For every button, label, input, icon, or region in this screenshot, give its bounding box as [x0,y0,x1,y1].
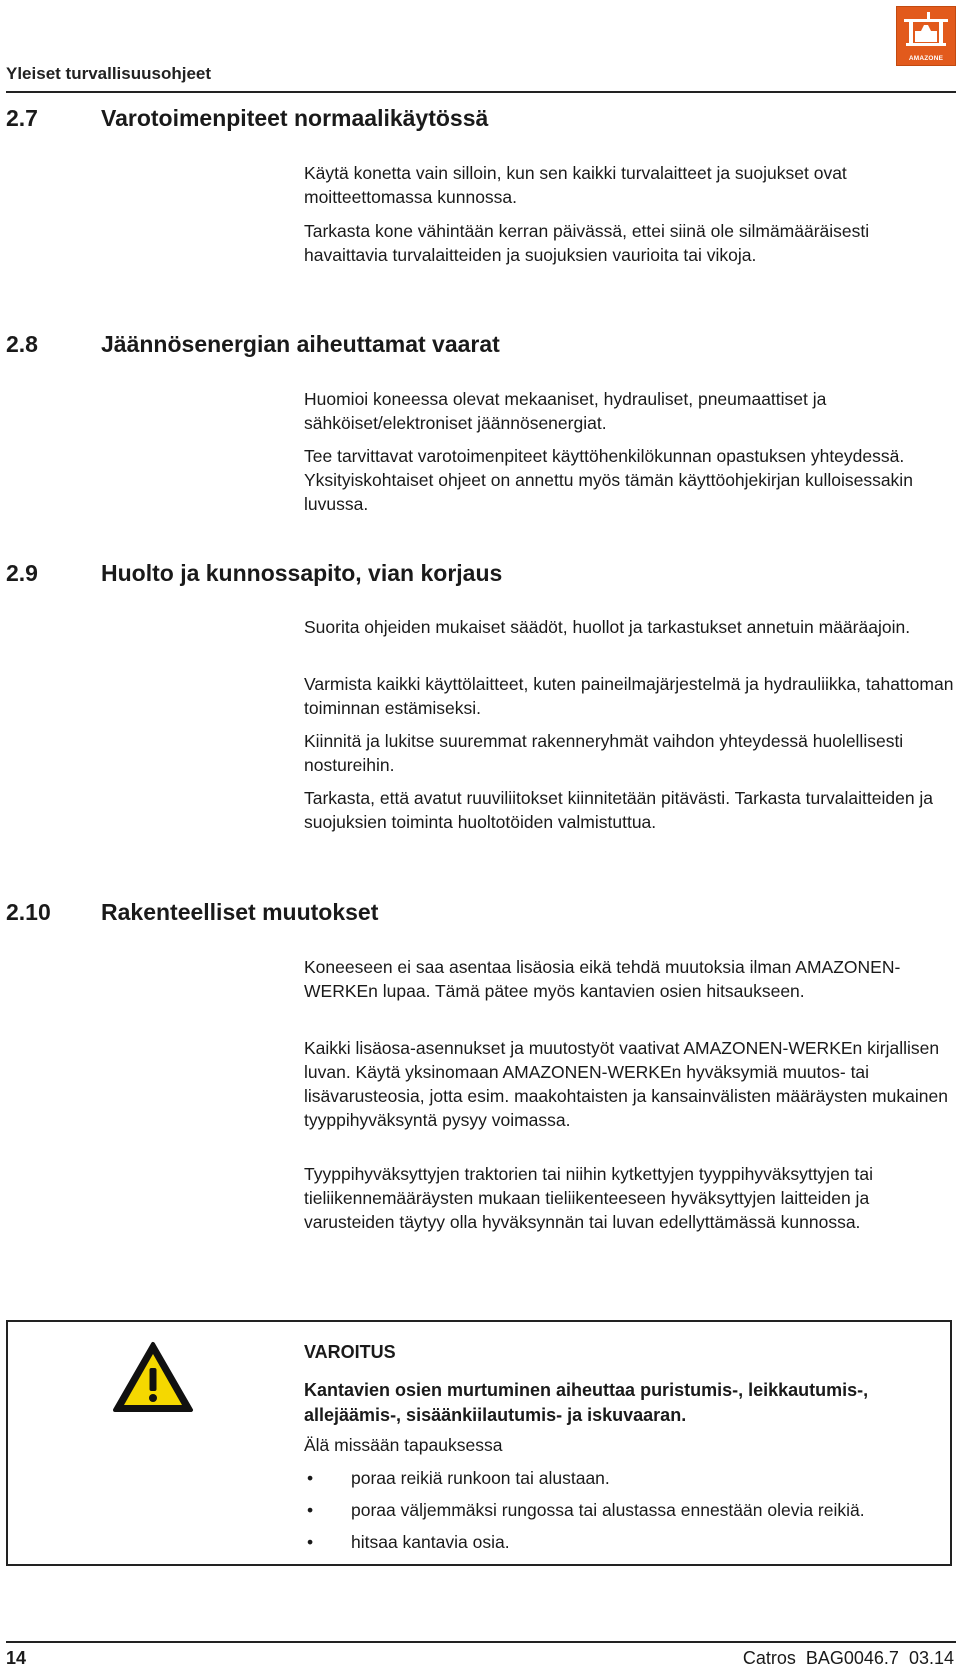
paragraph: Tyyppihyväksyttyjen traktorien tai niihin kytkettyjen tyyppihyväksyttyjen tai tieliikennemääräysten mukaan tieliikenteeseen hyväksyttyjen laitteiden ja varusteiden täytyy olla hyväksynnän tai luvan edellyttämässä kunnossa. [304,1164,873,1232]
logo-text: AMAZONE [908,55,944,62]
warning-title: VAROITUS [304,1342,396,1362]
warning-description: Kantavien osien murtuminen aiheuttaa puristumis-, leikkautumis-, allejäämis-, sisäänkiilautumis- ja iskuvaaran. [304,1380,869,1425]
header-title: Yleiset turvallisuusohjeet [6,64,212,83]
header-divider [6,91,956,93]
page-number: 14 [6,1648,27,1668]
bullet-icon: • [307,1468,314,1488]
section-title: Rakenteelliset muutokset [101,899,379,925]
warning-triangle-icon [111,1340,195,1414]
paragraph: Tarkasta kone vähintään kerran päivässä, ettei siinä ole silmämääräisesti havaittavia turvalaitteiden ja suojuksien vaurioita tai vikoja. [304,221,870,265]
warning-intro: Älä missään tapauksessa [304,1435,503,1455]
paragraph: Tee tarvittavat varotoimenpiteet käyttöhenkilökunnan opastuksen yhteydessä. Yksityiskohtaiset ohjeet on annettu myös tämän käyttöohjekirjan kulloisessakin luvussa. [304,446,913,514]
section-number: 2.8 [6,331,38,357]
paragraph: Käytä konetta vain silloin, kun sen kaikki turvalaitteet ja suojukset ovat moitteettomassa kunnossa. [304,163,847,207]
list-item [304,1498,865,1530]
list-item-text: hitsaa kantavia osia. [351,1532,510,1552]
paragraph: Koneeseen ei saa asentaa lisäosia eikä tehdä muutoksia ilman AMAZONEN-WERKEn lupaa. Tämä pätee myös kantavien osien hitsaukseen. [304,957,901,1001]
section-heading-2-10 [6,899,378,926]
paragraph: Kaikki lisäosa-asennukset ja muutostyöt vaativat AMAZONEN-WERKEn kirjallisen luvan. Käytä yksinomaan AMAZONEN-WERKEn hyväksymiä muutos- tai lisävarusteosia, jotta esim. maakohtaisten ja kansainvälisten määräysten mukainen tyyppihyväksyntä pysyy voimassa. [304,1038,948,1130]
section-heading-2-7 [6,105,488,132]
section-number: 2.9 [6,560,38,586]
footer-divider [6,1641,956,1643]
section-heading-2-9 [6,560,502,587]
list-item-text: poraa väljemmäksi rungossa tai alustassa ennestään olevia reikiä. [351,1500,865,1520]
section-title: Huolto ja kunnossapito, vian korjaus [101,560,503,586]
section-heading-2-8 [6,331,500,358]
section-title: Varotoimenpiteet normaalikäytössä [101,105,489,131]
section-number: 2.7 [6,105,38,131]
warning-list [304,1466,865,1562]
amazone-logo [896,6,956,66]
paragraph: Suorita ohjeiden mukaiset säädöt, huollot ja tarkastukset annetuin määräajoin. [304,617,911,637]
bullet-icon: • [307,1500,314,1520]
section-title: Jäännösenergian aiheuttamat vaarat [101,331,500,357]
paragraph: Tarkasta, että avatut ruuviliitokset kiinnitetään pitävästi. Tarkasta turvalaitteiden ja suojuksien toiminta huoltotöiden valmistuttua. [304,788,934,832]
warning-box [6,1320,952,1566]
list-item-text: poraa reikiä runkoon tai alustaan. [351,1468,610,1488]
list-item [304,1466,865,1498]
paragraph: Kiinnitä ja lukitse suuremmat rakenneryhmät vaihdon yhteydessä huolellisesti nostureihin. [304,731,904,775]
paragraph: Varmista kaikki käyttölaitteet, kuten paineilmajärjestelmä ja hydrauliikka, tahattoman toiminnan estämiseksi. [304,674,954,718]
bullet-icon: • [307,1532,314,1552]
paragraph: Huomioi koneessa olevat mekaaniset, hydrauliset, pneumaattiset ja sähköiset/elektroniset jäännösenergiat. [304,389,827,433]
section-number: 2.10 [6,899,51,925]
list-item [304,1530,865,1562]
document-reference: Catros BAG0046.7 03.14 [742,1648,954,1668]
